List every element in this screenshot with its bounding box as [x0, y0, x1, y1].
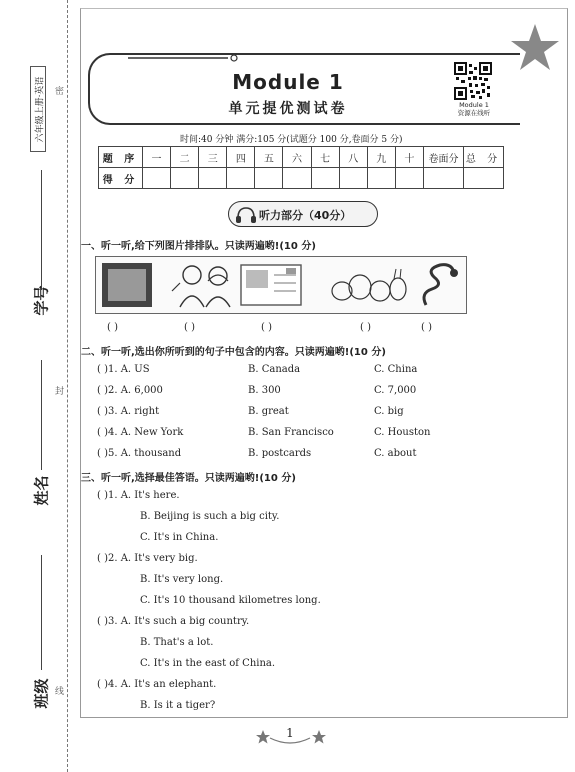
- cut-mark-feng: 封: [55, 382, 64, 399]
- s2-q2-a[interactable]: ( )2. A. 6,000: [97, 385, 163, 396]
- s2-q2-b: B. 300: [248, 385, 281, 396]
- qr-caption: Module 1 资源在线听: [457, 101, 491, 117]
- section2-title: 二、听一听,选出你所听到的句子中包含的内容。只读两遍哟!(10 分): [81, 347, 386, 358]
- s3-q3-b: B. That's a lot.: [140, 637, 214, 648]
- cut-mark-mi: 密: [55, 82, 64, 99]
- s2-q1-c: C. China: [374, 364, 418, 375]
- table-header-cell: 十: [395, 147, 423, 168]
- score-cell[interactable]: [367, 168, 395, 189]
- score-cell[interactable]: [227, 168, 255, 189]
- s2-q5-c: C. about: [374, 448, 417, 459]
- score-cell[interactable]: [311, 168, 339, 189]
- grade-label: 六年级上册·英语: [35, 76, 46, 143]
- footer-star-right-icon: [312, 730, 326, 744]
- table-header-cell: 题 序: [99, 147, 143, 168]
- s3-q3-c: C. It's in the east of China.: [140, 658, 276, 669]
- table-header-cell: 三: [199, 147, 227, 168]
- footer-curve-icon: [268, 736, 312, 746]
- section1-title: 一、听一听,给下列图片排排队。只读两遍哟!(10 分): [81, 241, 316, 252]
- binding-dashed-line: [67, 0, 68, 772]
- s3-q4-a[interactable]: ( )4. A. It's an elephant.: [97, 679, 217, 690]
- s2-q4-b: B. San Francisco: [248, 427, 334, 438]
- table-header-cell: 二: [171, 147, 199, 168]
- score-cell[interactable]: [424, 168, 464, 189]
- s2-q2-c: C. 7,000: [374, 385, 417, 396]
- table-header-cell: 卷面分: [424, 147, 464, 168]
- score-cell[interactable]: [143, 168, 171, 189]
- s2-q5-a[interactable]: ( )5. A. thousand: [97, 448, 182, 459]
- animals-group-icon: [328, 261, 408, 309]
- s2-q3-c: C. big: [374, 406, 404, 417]
- banner-accent-icon: [88, 55, 248, 65]
- s3-q1-b: B. Beijing is such a big city.: [140, 511, 280, 522]
- listening-label: 听力部分（40分）: [259, 209, 352, 222]
- grade-box: [30, 66, 46, 152]
- s3-q1-c: C. It's in China.: [140, 532, 219, 543]
- s3-q3-a[interactable]: ( )3. A. It's such a big country.: [97, 616, 250, 627]
- table-row: [99, 147, 504, 168]
- answer-paren-2[interactable]: ( ): [184, 322, 195, 333]
- cut-mark-xian: 线: [55, 682, 64, 699]
- name-label: 姓名: [32, 475, 51, 506]
- table-header-cell: 四: [227, 147, 255, 168]
- answer-paren-1[interactable]: ( ): [107, 322, 118, 333]
- score-cell[interactable]: [255, 168, 283, 189]
- page-subtitle: 单元提优测试卷: [228, 101, 348, 117]
- people-talking-icon: [168, 261, 240, 309]
- page-title: Module 1: [232, 70, 344, 94]
- s2-q4-c: C. Houston: [374, 427, 431, 438]
- name-line: [41, 360, 42, 470]
- answer-paren-5[interactable]: ( ): [421, 322, 432, 333]
- score-cell[interactable]: [464, 168, 504, 189]
- score-cell[interactable]: [395, 168, 423, 189]
- star-icon: [510, 22, 560, 72]
- exam-meta: 时间:40 分钟 满分:105 分(试题分 100 分,卷面分 5 分): [180, 135, 403, 145]
- table-header-cell: 八: [339, 147, 367, 168]
- class-label: 班级: [32, 678, 51, 709]
- page-number: 1: [286, 726, 294, 740]
- headphones-icon: [235, 205, 257, 225]
- s2-q1-a[interactable]: ( )1. A. US: [97, 364, 150, 375]
- answer-paren-4[interactable]: ( ): [360, 322, 371, 333]
- score-cell[interactable]: [283, 168, 311, 189]
- s2-q5-b: B. postcards: [248, 448, 312, 459]
- s2-q3-a[interactable]: ( )3. A. right: [97, 406, 160, 417]
- class-line: [41, 555, 42, 670]
- score-cell[interactable]: [199, 168, 227, 189]
- picture-frame-icon: [100, 261, 154, 309]
- table-header-cell: 七: [311, 147, 339, 168]
- table-header-cell: 五: [255, 147, 283, 168]
- score-cell[interactable]: [171, 168, 199, 189]
- section3-title: 三、听一听,选择最佳答语。只读两遍哟!(10 分): [81, 473, 296, 484]
- table-row: [99, 168, 504, 189]
- table-header-cell: 九: [367, 147, 395, 168]
- answer-paren-3[interactable]: ( ): [261, 322, 272, 333]
- listening-badge: [228, 201, 378, 227]
- student-id-line: [41, 170, 42, 290]
- score-table: [98, 146, 504, 189]
- s3-q4-b: B. Is it a tiger?: [140, 700, 216, 711]
- s2-q1-b: B. Canada: [248, 364, 301, 375]
- s3-q2-c: C. It's 10 thousand kilometres long.: [140, 595, 321, 606]
- postcard-icon: [238, 261, 304, 309]
- s3-q2-a[interactable]: ( )2. A. It's very big.: [97, 553, 198, 564]
- picture-strip: [95, 256, 467, 314]
- score-cell[interactable]: [339, 168, 367, 189]
- s2-q3-b: B. great: [248, 406, 289, 417]
- qr-code-icon[interactable]: [454, 62, 492, 100]
- score-row-label: 得 分: [99, 168, 143, 189]
- s2-q4-a[interactable]: ( )4. A. New York: [97, 427, 184, 438]
- s3-q1-a[interactable]: ( )1. A. It's here.: [97, 490, 180, 501]
- s3-q2-b: B. It's very long.: [140, 574, 224, 585]
- binding-margin: [0, 0, 78, 772]
- table-header-cell: 一: [143, 147, 171, 168]
- student-id-label: 学号: [32, 285, 51, 316]
- dragon-icon: [416, 261, 464, 309]
- table-header-cell: 总 分: [464, 147, 504, 168]
- table-header-cell: 六: [283, 147, 311, 168]
